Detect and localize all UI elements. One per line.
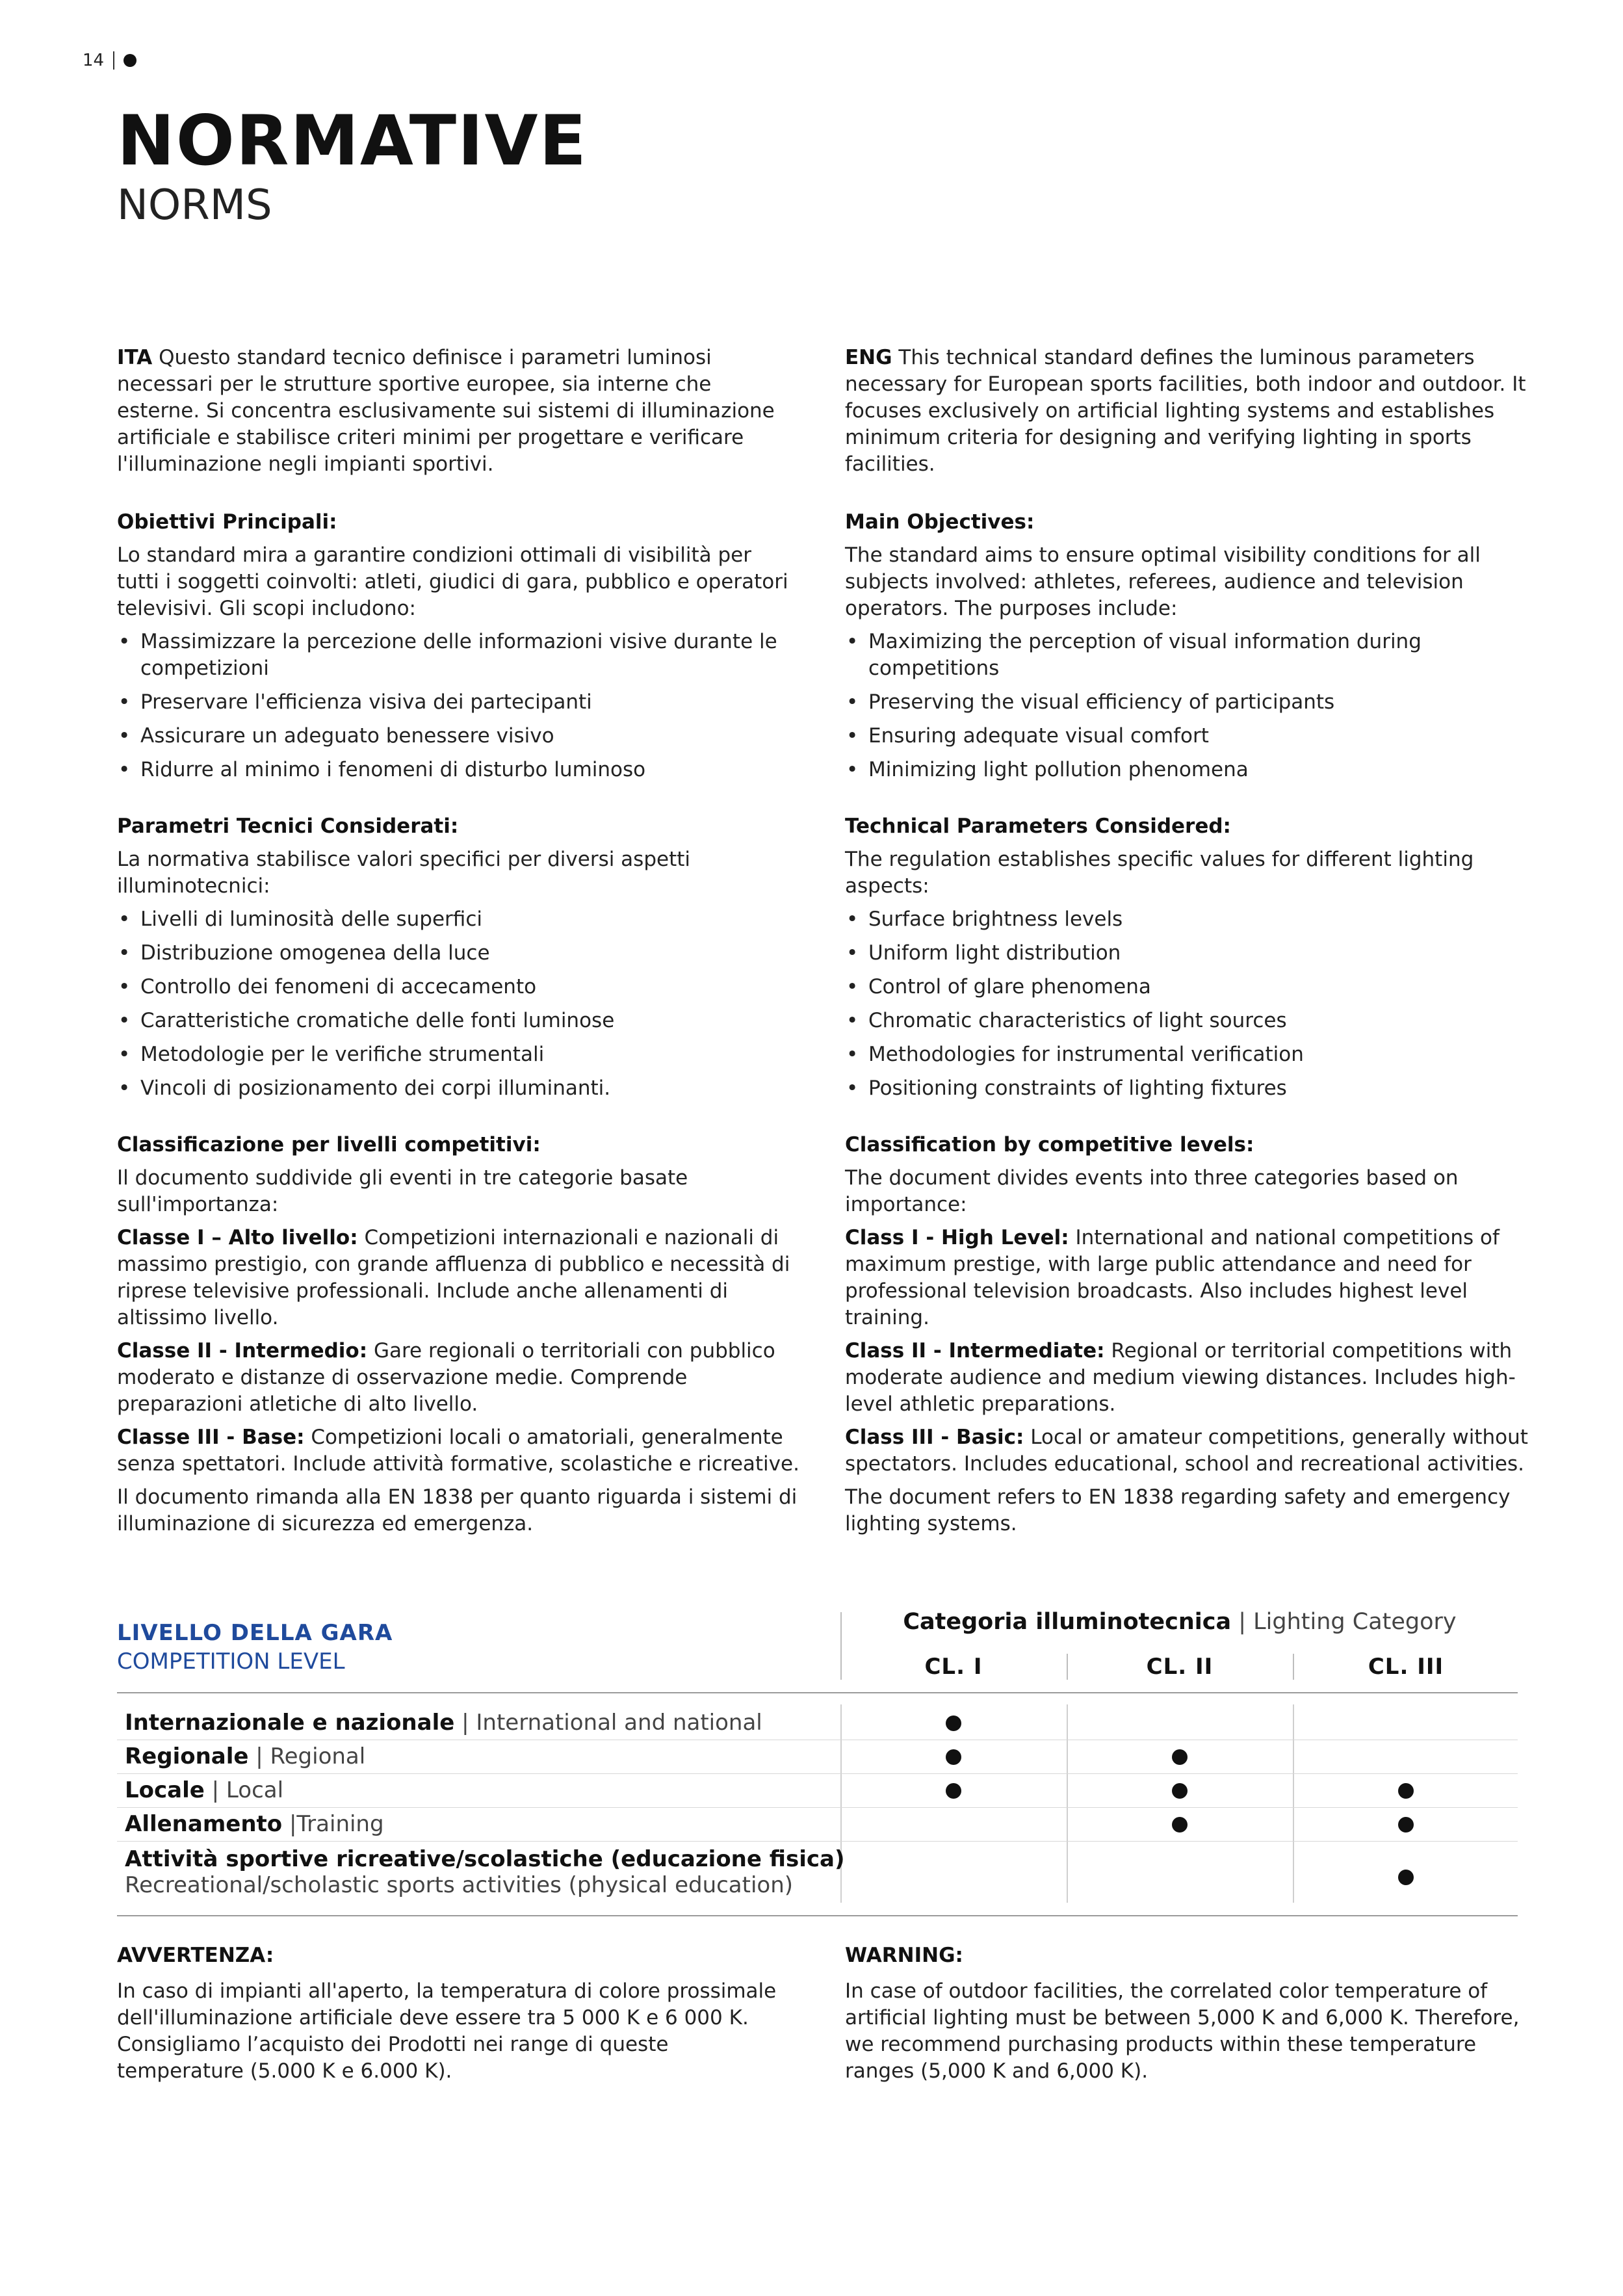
category-subtitle: Lighting Category: [1253, 1609, 1457, 1635]
ita-column: [117, 345, 799, 1544]
list-item: • Metodologie per le verifiche strumentali: [117, 1041, 799, 1068]
ita-intro: [117, 345, 799, 478]
eng-params-text: The regulation establishes specific values for different lighting aspects:: [845, 848, 1474, 898]
header-divider: [840, 1612, 842, 1680]
ita-params-heading: Parametri Tecnici Considerati:: [117, 815, 459, 838]
ita-class-3: [117, 1424, 799, 1478]
eng-params-heading: Technical Parameters Considered:: [845, 815, 1231, 838]
eng-class-heading: Classification by competitive levels:: [845, 1133, 1254, 1156]
ita-params-list: [117, 906, 799, 1102]
column-divider: [1293, 1704, 1294, 1903]
check-dot-icon: [946, 1749, 961, 1765]
list-item: • Positioning constraints of lighting fixtures: [845, 1075, 1534, 1102]
eng-class-2: [845, 1338, 1534, 1418]
eng-params-list: [845, 906, 1534, 1102]
list-item: • Ensuring adequate visual comfort: [845, 723, 1534, 750]
eng-lang-tag: ENG: [845, 346, 892, 369]
list-item: • Vincoli di posizionamento dei corpi illuminanti.: [117, 1075, 799, 1102]
eng-column: [845, 345, 1534, 1544]
ita-class-heading: Classificazione per livelli competitivi:: [117, 1133, 541, 1156]
eng-class-3-label: Class III - Basic:: [845, 1426, 1024, 1449]
column-header-cl2: CL. II: [1146, 1654, 1214, 1680]
eng-class-3: [845, 1424, 1534, 1478]
row-translation: Local: [226, 1777, 284, 1803]
row-label: Internazionale e nazionale: [125, 1710, 455, 1736]
eng-objectives-text: The standard aims to ensure optimal visibility conditions for all subjects involved: athletes, referees, audience and television operators. The purposes include:: [845, 543, 1481, 620]
list-item: • Controllo dei fenomeni di accecamento: [117, 974, 799, 1000]
row-label: Attività sportive ricreative/scolastiche (educazione fisica): [125, 1846, 845, 1872]
ita-class-1-label: Classe I – Alto livello:: [117, 1226, 358, 1249]
list-item: • Chromatic characteristics of light sources: [845, 1008, 1534, 1034]
row-divider: [117, 1807, 1518, 1808]
ita-class-text: Il documento suddivide gli eventi in tre categorie basate sull'importanza:: [117, 1166, 688, 1216]
ita-lang-tag: ITA: [117, 346, 153, 369]
list-item: • Assicurare un adeguato benessere visivo: [117, 723, 799, 750]
category-separator: |: [1231, 1609, 1254, 1635]
eng-warning-heading: WARNING:: [845, 1944, 963, 1967]
page-number: [83, 51, 136, 70]
list-item: • Uniform light distribution: [845, 940, 1534, 967]
eng-class-1-text: International and national competitions of maximum prestige, with large public attendance and need for professional television broadcasts. Also includes highest level training.: [845, 1226, 1500, 1329]
row-translation: Training: [296, 1811, 384, 1837]
list-item: • Massimizzare la percezione delle informazioni visive durante le competizioni: [117, 629, 799, 682]
eng-objectives-heading: Main Objectives:: [845, 510, 1035, 534]
page-number-text: 14: [83, 51, 105, 70]
check-dot-icon: [1172, 1783, 1188, 1799]
ita-warning-text: In caso di impianti all'aperto, la temperatura di colore prossimale dell'illuminazione artificiale deve essere tra 5 000 K e 6 000 K. Consigliamo l’acquisto dei Prodotti nei range di queste temperature (5.000 K e 6.000 K).: [117, 1979, 777, 2083]
table-row: [125, 1777, 283, 1803]
column-header-cl1: CL. I: [924, 1654, 983, 1680]
header-divider: [1067, 1654, 1068, 1680]
ita-objectives-text: Lo standard mira a garantire condizioni ottimali di visibilità per tutti i soggetti coinvolti: atleti, giudici di gara, pubblico e operatori televisivi. Gli scopi includono:: [117, 543, 788, 620]
eng-class-1: [845, 1225, 1534, 1331]
list-item: • Minimizing light pollution phenomena: [845, 757, 1534, 783]
eng-class-text: The document divides events into three categories based on importance:: [845, 1166, 1459, 1216]
eng-class-2-text: Regional or territorial competitions with moderate audience and medium viewing distances. Includes high-level athletic preparations.: [845, 1339, 1516, 1416]
eng-warning: [845, 1942, 1534, 2085]
ita-closing: Il documento rimanda alla EN 1838 per quanto riguarda i sistemi di illuminazione di sicurezza ed emergenza.: [117, 1485, 798, 1535]
row-translation: Regional: [270, 1743, 366, 1769]
category-title: Categoria illuminotecnica: [903, 1609, 1232, 1635]
list-item: • Control of glare phenomena: [845, 974, 1534, 1000]
ita-warning-heading: AVVERTENZA:: [117, 1944, 274, 1967]
ita-params-text: La normativa stabilisce valori specifici per diversi aspetti illuminotecnici:: [117, 848, 691, 898]
list-item: • Distribuzione omogenea della luce: [117, 940, 799, 967]
eng-class-1-label: Class I - High Level:: [845, 1226, 1069, 1249]
eng-class-3-text: Local or amateur competitions, generally without spectators. Includes educational, school and recreational activities.: [845, 1426, 1528, 1476]
row-separator: |: [248, 1743, 270, 1769]
bullet-dot-icon: [123, 54, 136, 67]
ita-class-1: [117, 1225, 799, 1331]
header-divider: [1293, 1654, 1294, 1680]
table-row: [125, 1710, 762, 1736]
check-dot-icon: [1398, 1870, 1414, 1885]
ita-class-2-label: Classe II - Intermedio:: [117, 1339, 368, 1363]
row-label: Allenamento: [125, 1811, 283, 1837]
eng-class-2-label: Class II - Intermediate:: [845, 1339, 1105, 1363]
column-divider: [1067, 1704, 1068, 1903]
check-dot-icon: [1398, 1817, 1414, 1833]
ita-class-3-text: Competizioni locali o amatoriali, generalmente senza spettatori. Include attività formative, scolastiche e ricreative.: [117, 1426, 799, 1476]
check-dot-icon: [1172, 1749, 1188, 1765]
check-dot-icon: [1398, 1783, 1414, 1799]
row-label: Regionale: [125, 1743, 249, 1769]
page-title: NORMATIVE: [117, 101, 588, 181]
check-dot-icon: [946, 1783, 961, 1799]
list-item: • Surface brightness levels: [845, 906, 1534, 933]
row-label: Locale: [125, 1777, 205, 1803]
ita-class-3-label: Classe III - Base:: [117, 1426, 305, 1449]
eng-intro-text: This technical standard defines the luminous parameters necessary for European sports facilities, both indoor and outdoor. It focuses exclusively on artificial lighting systems and establishes minimum criteria for designing and verifying lighting in sports facilities.: [845, 346, 1526, 476]
list-item: • Maximizing the perception of visual information during competitions: [845, 629, 1534, 682]
list-item: • Caratteristiche cromatiche delle fonti luminose: [117, 1008, 799, 1034]
competition-level-subtitle: COMPETITION LEVEL: [117, 1649, 345, 1675]
page-subtitle: NORMS: [117, 181, 272, 229]
row-divider: [117, 1841, 1518, 1842]
row-separator: |: [282, 1811, 297, 1837]
table-row: [125, 1846, 845, 1898]
ita-class-2-text: Gare regionali o territoriali con pubblico moderato e distanze di osservazione medie. Comprende preparazioni atletiche di alto livello.: [117, 1339, 775, 1416]
row-separator: |: [454, 1710, 476, 1736]
eng-intro: [845, 345, 1534, 478]
list-item: • Livelli di luminosità delle superfici: [117, 906, 799, 933]
category-heading: [842, 1607, 1518, 1637]
table-row: [125, 1743, 365, 1769]
ita-objectives-heading: Obiettivi Principali:: [117, 510, 337, 534]
column-header-cl3: CL. III: [1368, 1654, 1444, 1680]
ita-class-2: [117, 1338, 799, 1418]
competition-level-heading: [117, 1619, 393, 1676]
check-dot-icon: [946, 1715, 961, 1731]
row-translation: International and national: [476, 1710, 762, 1736]
check-dot-icon: [1172, 1817, 1188, 1833]
list-item: • Methodologies for instrumental verification: [845, 1041, 1534, 1068]
list-item: • Preserving the visual efficiency of participants: [845, 689, 1534, 716]
ita-intro-text: Questo standard tecnico definisce i parametri luminosi necessari per le strutture sportive europee, sia interne che esterne. Si concentra esclusivamente sui sistemi di illuminazione artificiale e stabilisce criteri minimi per progettare e verificare l'illuminazione negli impianti sportivi.: [117, 346, 775, 476]
ita-objectives-list: [117, 629, 799, 783]
competition-level-title: LIVELLO DELLA GARA: [117, 1620, 393, 1646]
row-divider: [117, 1773, 1518, 1774]
ita-class-1-text: Competizioni internazionali e nazionali di massimo prestigio, con grande affluenza di pubblico e necessità di riprese televisive professionali. Include anche allenamenti di altissimo livello.: [117, 1226, 790, 1329]
row-translation: Recreational/scholastic sports activities (physical education): [125, 1872, 794, 1898]
row-separator: |: [204, 1777, 226, 1803]
eng-objectives-list: [845, 629, 1534, 783]
list-item: • Preservare l'efficienza visiva dei partecipanti: [117, 689, 799, 716]
eng-closing: The document refers to EN 1838 regarding safety and emergency lighting systems.: [845, 1485, 1511, 1535]
header-rule: [117, 1692, 1518, 1693]
eng-warning-text: In case of outdoor facilities, the correlated color temperature of artificial lighting must be between 5,000 K and 6,000 K. Therefore, we recommend purchasing products within these temperature ranges (5,000 K and 6,000 K).: [845, 1979, 1520, 2083]
page-number-divider: [113, 51, 114, 70]
ita-warning: [117, 1942, 793, 2085]
list-item: • Ridurre al minimo i fenomeni di disturbo luminoso: [117, 757, 799, 783]
table-bottom-rule: [117, 1915, 1518, 1916]
table-row: [125, 1811, 384, 1837]
